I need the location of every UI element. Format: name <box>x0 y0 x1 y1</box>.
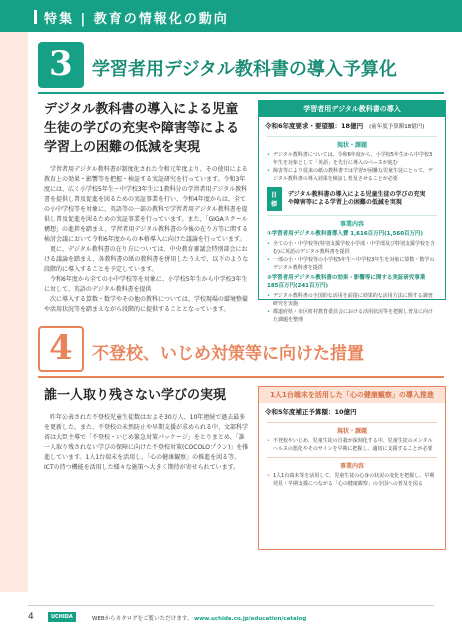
section-3-paragraph: 更に、デジタル教科書の在り方については、中央教育審議会特別部会における議論を踏まえ、各教科書の紙の教科書を併用したうえで、以下のような段階的に導入することを予定しています。 <box>44 246 249 273</box>
section-4-lead: 誰一人取り残さない学びの実現 <box>44 388 227 403</box>
section-4-box-head: 1人1台端末を活用した「心の健康観察」の導入推進 <box>259 387 445 403</box>
status-list <box>267 437 437 453</box>
header-title: 特集 | 教育の情報化の動向 <box>44 12 229 27</box>
page-gutter <box>0 32 28 592</box>
section-4-info-box <box>258 386 446 550</box>
section-4-paragraph: 昨年公表された不登校児童生徒数はおよそ30万人、10年連続で過去最多を更新した。また、不登校の未然防止や早期支援が求められる中、文部科学省は大臣主導で「不登校・いじめ緊急対策パッケージ」をとりまとめ、「誰一人取り残されない学びの保障に向けた不登校対策(COCOLOプラン)」を推進しています。1人1台端末を活用し、「心の健康観察」の推進を図る等、ICTの持つ機能を活用した様々な施策へ大きく期待が寄せられています。 <box>44 414 249 471</box>
feature-header <box>0 0 462 32</box>
section-4-body <box>44 413 249 473</box>
program-item-1: ①学習者用デジタル教科書導入費 1,616百万円(1,560百万円) <box>267 231 424 237</box>
section-3-title: 学習者用デジタル教科書の導入予算化 <box>92 59 397 80</box>
footer-rule <box>28 605 434 606</box>
section-3-paragraph: 令和6年度から全ての小中学校等を対象に、小学校5年生から中学校3年生に対して、英語のデジタル教科書を提供 <box>44 276 248 293</box>
list-item: • 全ての小・中学校等(特別支援学校小学部・中学部及び特別支援学校を含む)に英語のデジタル教科書を提供 <box>267 240 437 256</box>
section-3-paragraph: 学習者用デジタル教科書が制度化された令和元年度より、その使用による教育上の効果・影響等を把握・検証する実証研究を行っています。令和3年度には、広く小学校5年生〜中学校3年生に1教科分の学習者用デジタル教科書を提供し普及促進を図るための実証事業を行い、令和4年度からは、全ての小中学校等を対象に、英語等の一部の教科で学習者用デジタル教科書を提供し普及促進を図るための実証事業を行っています。また、「GIGAスクール構想」の進捗を踏まえ、学習者用デジタル教科書の今後の在り方等に関する検討会議において令和6年度からの本格導入に向けた議論を行っています。 <box>44 166 249 243</box>
status-subhead: 現状・課題 <box>267 422 437 435</box>
section-3-lead: デジタル教科書の導入による児童生徒の学びの充実や障害等による学習上の困難の低減を実現 <box>44 102 240 155</box>
list-item: • デジタル教科書の全国的な活用を前提に効果的な活用方法に関する調査研究を実施 <box>267 292 437 308</box>
list-item: • 都道府県・市区町村教育委員会における活用状況等を把握し普及に向けた課題を整理 <box>267 308 437 324</box>
section-4-title: 不登校、いじめ対策等に向けた措置 <box>92 344 364 364</box>
program-1-list <box>267 240 437 272</box>
section-3-paragraph: 次に導入する算数・数学やその他の教科については、学校現場の環境整備や活用状況等を踏まえながら段階的に提供することとなっています。 <box>44 296 248 313</box>
list-item: • デジタル教科書については、令和6年度から、小学校5年生から中学校3年生を対象として「英語」を先行に導入のペースが進む <box>267 151 437 167</box>
status-list <box>267 151 437 183</box>
uchida-logo: UCHIDA <box>48 612 76 622</box>
footer-caption: WEBからカタログをご覧いただけます。 <box>92 616 193 622</box>
goal-row <box>267 187 437 211</box>
section-3-rule <box>38 92 444 94</box>
list-item: • 障害等により従来の紙の教科書では学習が困難な児童生徒にとって、デジタル教科書の導入効果を検証し普及させることが必要 <box>267 167 437 183</box>
section-3-info-box <box>258 100 446 323</box>
budget-amount: 令和6年度要求・要望額：18億円 <box>265 122 364 130</box>
list-item: • 一部の小・中学校等の小学校5年生〜中学校3年生を対象に算数・数学のデジタル教科書を提供 <box>267 256 437 272</box>
list-item: • 不登校やいじめ、児童生徒の自殺が深刻化する中、児童生徒のメンタルヘルスの悪化やそのサインを早期に把握し、適切に支援することが必要 <box>267 437 437 453</box>
section-3-body <box>44 165 249 315</box>
catalog-link[interactable]: www.uchida.co.jp/education/catalog <box>194 616 307 622</box>
section-3-box-head: 学習者用デジタル教科書の導入 <box>259 101 445 117</box>
content-subhead: 事業内容 <box>267 457 437 470</box>
header-accent-bar <box>34 10 37 24</box>
section-3-left-column <box>44 100 249 315</box>
section-4-budget: 令和5年度補正予算額：10億円 <box>265 408 357 416</box>
goal-tag: 目標 <box>267 187 282 211</box>
program-2-list <box>267 292 437 324</box>
section-4-rule <box>38 376 444 378</box>
page-number: 4 <box>28 612 34 622</box>
section-4-left-column <box>44 386 249 473</box>
budget-note: (前年度予算額18億円) <box>369 124 425 130</box>
footer-text <box>92 614 306 622</box>
content-subhead: 事業内容 <box>267 215 437 228</box>
status-subhead: 現状・課題 <box>267 136 437 149</box>
content-list <box>267 472 437 488</box>
program-item-2: ②学習者用デジタル教科書の効果・影響等に関する実証研究事業 185百万円(241百万円) <box>267 275 426 289</box>
section-4-number: 4 <box>49 328 73 368</box>
list-item: • 1人1台端末等を活用して、児童生徒の心身の状況の変化を把握し、早期発見・早期支援につながる「心の健康観察」の全国への普及を図る <box>267 472 437 488</box>
goal-text: デジタル教科書の導入による児童生徒の学びの充実や障害等による学習上の困難の低減を実現 <box>287 191 426 206</box>
section-3-number: 3 <box>49 44 73 84</box>
section-3-budget <box>259 117 445 132</box>
